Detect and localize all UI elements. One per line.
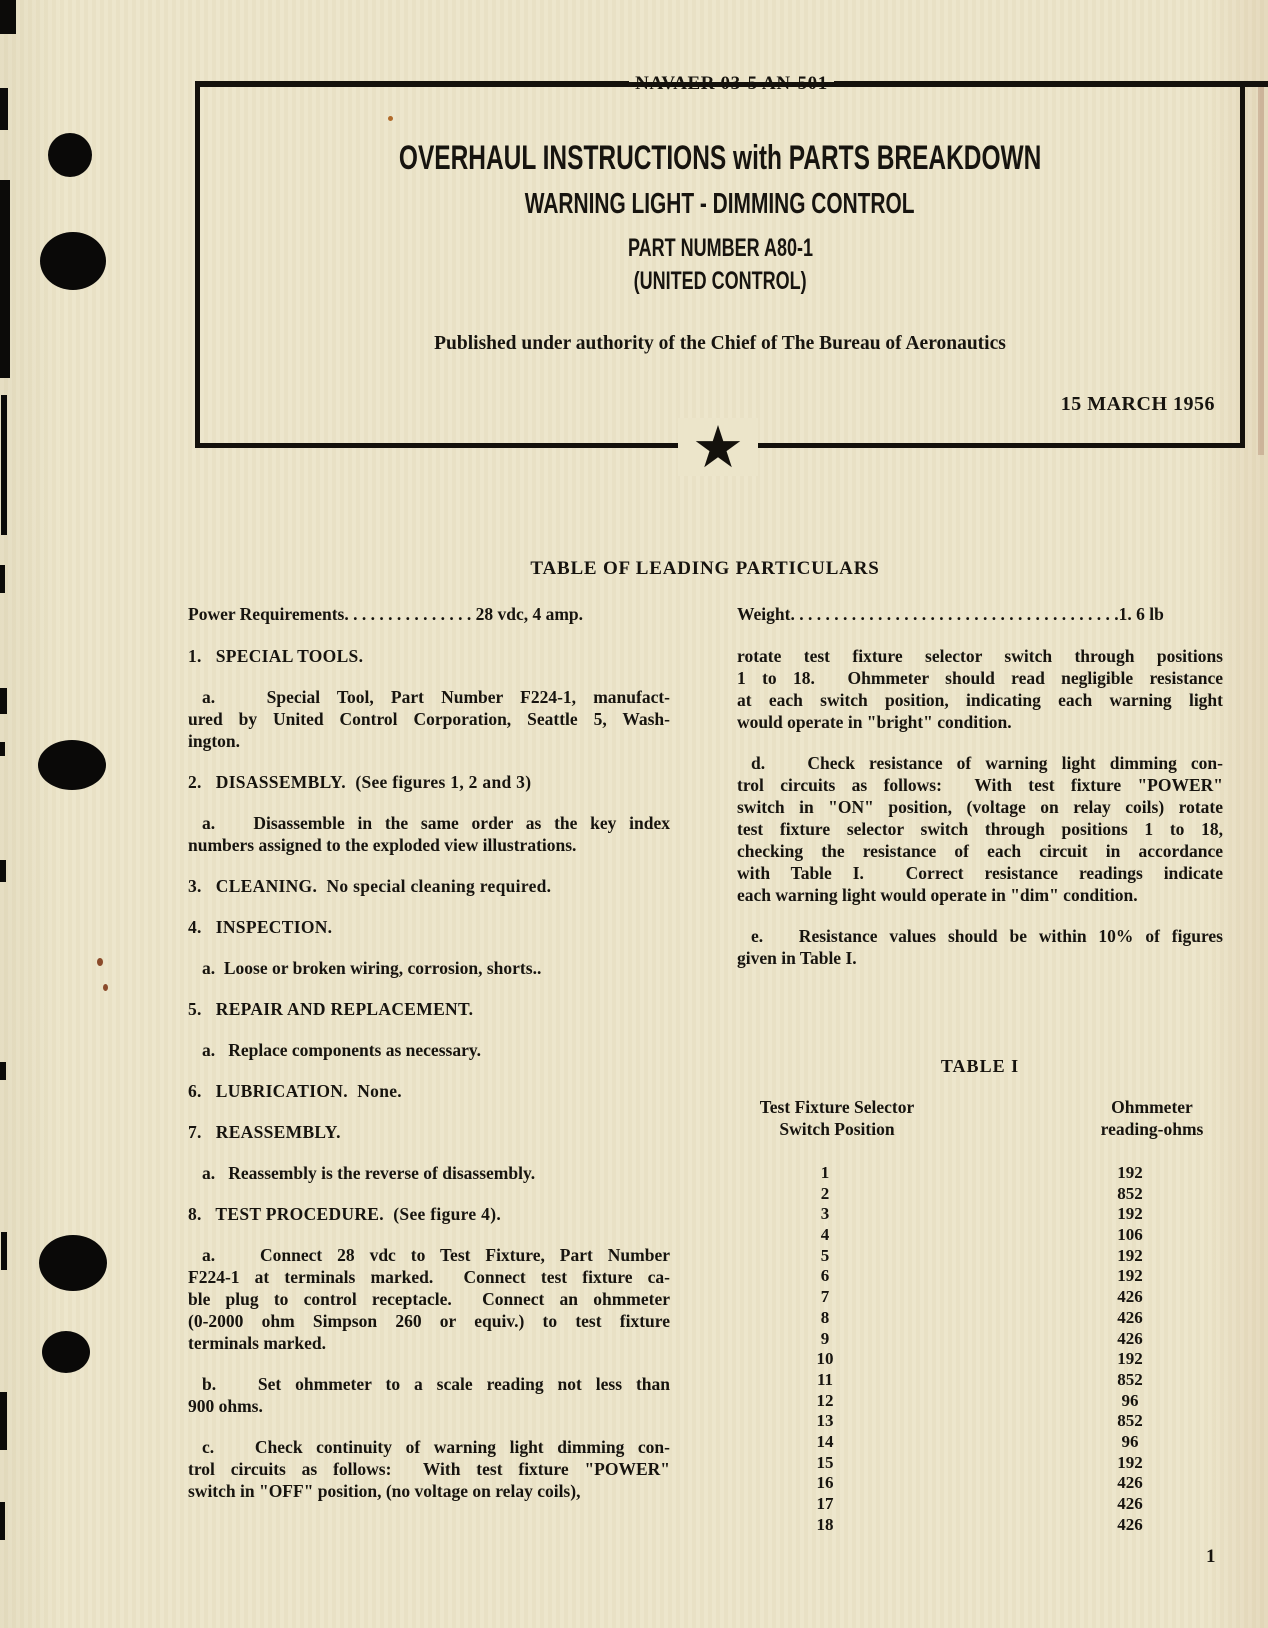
paragraph — [188, 812, 670, 856]
paragraph — [188, 1436, 670, 1502]
table1-col1-header-line2: Switch Position — [779, 1119, 895, 1139]
table-row — [737, 1349, 1223, 1370]
table1-col1-header-line1: Test Fixture Selector — [759, 1097, 915, 1117]
torn-edge-mark — [0, 1392, 7, 1450]
text-line: c. Check continuity of warning light dimming con- — [202, 1437, 670, 1457]
text-line: a. Connect 28 vdc to Test Fixture, Part Number — [202, 1245, 670, 1265]
table-row — [737, 1515, 1223, 1536]
text-line: rotate test fixture selector switch through positions — [737, 646, 1223, 666]
torn-edge-mark — [1, 1232, 7, 1270]
position-cell: 15 — [816, 1452, 834, 1472]
section-heading — [188, 998, 670, 1020]
title-line-2-text: WARNING LIGHT - DIMMING CONTROL — [525, 188, 915, 220]
position-cell: 9 — [820, 1328, 830, 1348]
paragraph — [737, 645, 1223, 733]
position-cell: 13 — [816, 1411, 834, 1431]
position-cell: 16 — [816, 1473, 834, 1493]
text-line: switch in "OFF" position, (no voltage on relay coils), — [188, 1481, 581, 1501]
title-line-4-text: (UNITED CONTROL) — [633, 267, 807, 295]
text-line: a. Reassembly is the reverse of disassembly. — [202, 1163, 536, 1183]
paragraph — [188, 1244, 670, 1354]
title-line-1-text: OVERHAUL INSTRUCTIONS with PARTS BREAKDOWN — [398, 139, 1042, 177]
position-cell: 12 — [816, 1390, 834, 1410]
table-row — [737, 1163, 1223, 1184]
torn-edge-mark — [0, 1062, 6, 1080]
paragraph — [737, 752, 1223, 906]
left-column — [188, 645, 670, 1521]
page-number: 1 — [1206, 1546, 1216, 1567]
ohms-cell: 852 — [1117, 1369, 1143, 1389]
torn-edge-mark — [0, 0, 16, 34]
text-line: a. Replace components as necessary. — [202, 1040, 482, 1060]
torn-edge-mark — [0, 180, 10, 378]
title-line-2 — [200, 188, 1240, 221]
table-row — [737, 1494, 1223, 1515]
text-line: numbers assigned to the exploded view illustrations. — [188, 835, 577, 855]
ohms-cell: 426 — [1117, 1473, 1143, 1493]
text-line: 6. LUBRICATION. None. — [188, 1081, 402, 1101]
position-cell: 11 — [816, 1369, 834, 1389]
position-cell: 8 — [820, 1307, 830, 1327]
doc-number-label: NAVAER 03-5 AN-501 — [635, 73, 828, 94]
table-row — [737, 1184, 1223, 1205]
text-line: ble plug to control receptacle. Connect an ohmmeter — [188, 1289, 670, 1309]
text-line: 2. DISASSEMBLY. (See figures 1, 2 and 3) — [188, 772, 532, 792]
text-line: trol circuits as follows: With test fixture "POWER" — [188, 1459, 670, 1479]
title-line-3 — [200, 234, 1240, 263]
section-heading — [188, 771, 670, 793]
position-cell: 3 — [820, 1204, 830, 1224]
section-heading — [188, 1080, 670, 1102]
ohms-cell: 426 — [1117, 1514, 1143, 1534]
position-cell: 5 — [820, 1245, 830, 1265]
hole-punch — [40, 232, 106, 290]
table1-col2-header-line1: Ohmmeter — [1111, 1097, 1193, 1117]
paragraph — [188, 686, 670, 752]
section-heading — [188, 645, 670, 667]
paragraph — [188, 957, 670, 979]
text-line: terminals marked. — [188, 1333, 327, 1353]
publish-date: 15 MARCH 1956 — [1060, 393, 1215, 415]
ohms-cell: 192 — [1117, 1349, 1143, 1369]
table1-col2-header-line2: reading-ohms — [1100, 1119, 1204, 1139]
ohms-cell: 192 — [1117, 1452, 1143, 1472]
table-row — [737, 1391, 1223, 1412]
text-line: a. Disassemble in the same order as the key index — [202, 813, 670, 833]
table-row — [737, 1287, 1223, 1308]
text-line: would operate in "bright" condition. — [737, 712, 1012, 732]
power-requirements-value: Power Requirements. . . . . . . . . . . . . . . 28 vdc, 4 amp. — [188, 604, 584, 624]
paragraph — [188, 1162, 670, 1184]
position-cell: 1 — [820, 1163, 830, 1182]
text-line: given in Table I. — [737, 948, 857, 968]
ohms-cell: 96 — [1121, 1390, 1139, 1410]
section-heading — [188, 1121, 670, 1143]
ohms-cell: 106 — [1117, 1225, 1143, 1245]
title-line-4 — [200, 267, 1240, 296]
text-line: e. Resistance values should be within 10% of figures — [751, 926, 1223, 946]
paragraph — [188, 1373, 670, 1417]
text-line: 1 to 18. Ohmmeter should read negligible resistance — [737, 668, 1223, 688]
ohms-cell: 426 — [1117, 1287, 1143, 1307]
table-row — [737, 1246, 1223, 1267]
ohms-cell: 192 — [1117, 1204, 1143, 1224]
torn-edge-mark — [0, 860, 6, 882]
text-line: 7. REASSEMBLY. — [188, 1122, 341, 1142]
torn-edge-mark — [0, 88, 8, 130]
authority-line: Published under authority of the Chief of The Bureau of Aeronautics — [434, 333, 1006, 354]
text-line: ured by United Control Corporation, Seattle 5, Wash- — [188, 709, 670, 729]
text-line: F224-1 at terminals marked. Connect test fixture ca- — [188, 1267, 670, 1287]
leading-particulars-heading: TABLE OF LEADING PARTICULARS — [530, 558, 880, 579]
table1-col1-header — [737, 1096, 937, 1140]
ohms-cell: 192 — [1117, 1163, 1143, 1182]
position-cell: 18 — [816, 1514, 834, 1534]
ohms-cell: 426 — [1117, 1307, 1143, 1327]
section-heading — [188, 875, 670, 897]
text-line: each warning light would operate in "dim" condition. — [737, 885, 1138, 905]
text-line: switch in "ON" position, (voltage on relay coils) rotate — [737, 797, 1223, 817]
ohms-cell: 192 — [1117, 1266, 1143, 1286]
table-row — [737, 1453, 1223, 1474]
text-line: checking the resistance of each circuit in accordance — [737, 841, 1223, 861]
text-line: b. Set ohmmeter to a scale reading not less than — [202, 1374, 670, 1394]
ohms-cell: 852 — [1117, 1183, 1143, 1203]
torn-edge-mark — [1, 395, 7, 535]
text-line: with Table I. Correct resistance readings indicate — [737, 863, 1223, 883]
torn-edge-mark — [0, 742, 5, 756]
table-row — [737, 1473, 1223, 1494]
table-row — [737, 1266, 1223, 1287]
text-line: 8. TEST PROCEDURE. (See figure 4). — [188, 1204, 501, 1224]
text-line: 1. SPECIAL TOOLS. — [188, 646, 364, 666]
table1-rows — [737, 1163, 1223, 1535]
ohms-cell: 852 — [1117, 1411, 1143, 1431]
table-row — [737, 1411, 1223, 1432]
text-line: ington. — [188, 731, 241, 751]
text-line: 4. INSPECTION. — [188, 917, 333, 937]
table-row — [737, 1432, 1223, 1453]
ohms-cell: 426 — [1117, 1328, 1143, 1348]
text-line: 3. CLEANING. No special cleaning required. — [188, 876, 552, 896]
position-cell: 7 — [820, 1287, 830, 1307]
text-line: a. Loose or broken wiring, corrosion, shorts.. — [202, 958, 542, 978]
text-line: at each switch position, indicating each warning light — [737, 690, 1223, 710]
hole-punch — [39, 1235, 107, 1291]
position-cell: 4 — [820, 1225, 830, 1245]
text-line: trol circuits as follows: With test fixture "POWER" — [737, 775, 1223, 795]
ohms-cell: 426 — [1117, 1494, 1143, 1513]
hole-punch — [48, 133, 92, 177]
text-line: 900 ohms. — [188, 1396, 263, 1416]
torn-edge-mark — [0, 688, 7, 714]
title-line-3-text: PART NUMBER A80-1 — [627, 234, 813, 262]
weight-value: Weight. . . . . . . . . . . . . . . . . . . . . . . . . . . . . . . . . . . . . .1. 6 lb — [737, 604, 1164, 624]
right-column — [737, 645, 1223, 988]
scan-speck — [97, 958, 103, 966]
text-line: (0-2000 ohm Simpson 260 or equiv.) to test fixture — [188, 1311, 670, 1331]
text-line: 5. REPAIR AND REPLACEMENT. — [188, 999, 474, 1019]
table-row — [737, 1204, 1223, 1225]
position-cell: 10 — [816, 1349, 834, 1369]
position-cell: 2 — [820, 1183, 830, 1203]
hole-punch — [38, 740, 106, 790]
position-cell: 17 — [816, 1494, 834, 1513]
torn-edge-mark — [0, 1502, 5, 1540]
ohms-cell: 96 — [1121, 1431, 1139, 1451]
text-line: test fixture selector switch through positions 1 to 18, — [737, 819, 1223, 839]
table1-col2-header — [1067, 1096, 1237, 1140]
section-heading — [188, 916, 670, 938]
paragraph — [188, 1039, 670, 1061]
position-cell: 14 — [816, 1431, 834, 1451]
text-line: d. Check resistance of warning light dimming con- — [751, 753, 1223, 773]
title-box — [195, 82, 1245, 448]
table-row — [737, 1308, 1223, 1329]
table1-title: TABLE I — [940, 1056, 1020, 1076]
ohms-cell: 192 — [1117, 1245, 1143, 1265]
text-line: a. Special Tool, Part Number F224-1, manufact- — [202, 687, 670, 707]
torn-edge-mark — [0, 565, 5, 593]
scan-shadow-right — [1258, 85, 1264, 455]
section-heading — [188, 1203, 670, 1225]
paragraph — [737, 925, 1223, 969]
scan-speck — [103, 984, 108, 991]
table-row — [737, 1225, 1223, 1246]
hole-punch — [42, 1331, 90, 1373]
table-row — [737, 1329, 1223, 1350]
position-cell: 6 — [820, 1266, 830, 1286]
title-line-1 — [200, 139, 1240, 178]
star-icon: ★ — [678, 418, 758, 476]
table-row — [737, 1370, 1223, 1391]
